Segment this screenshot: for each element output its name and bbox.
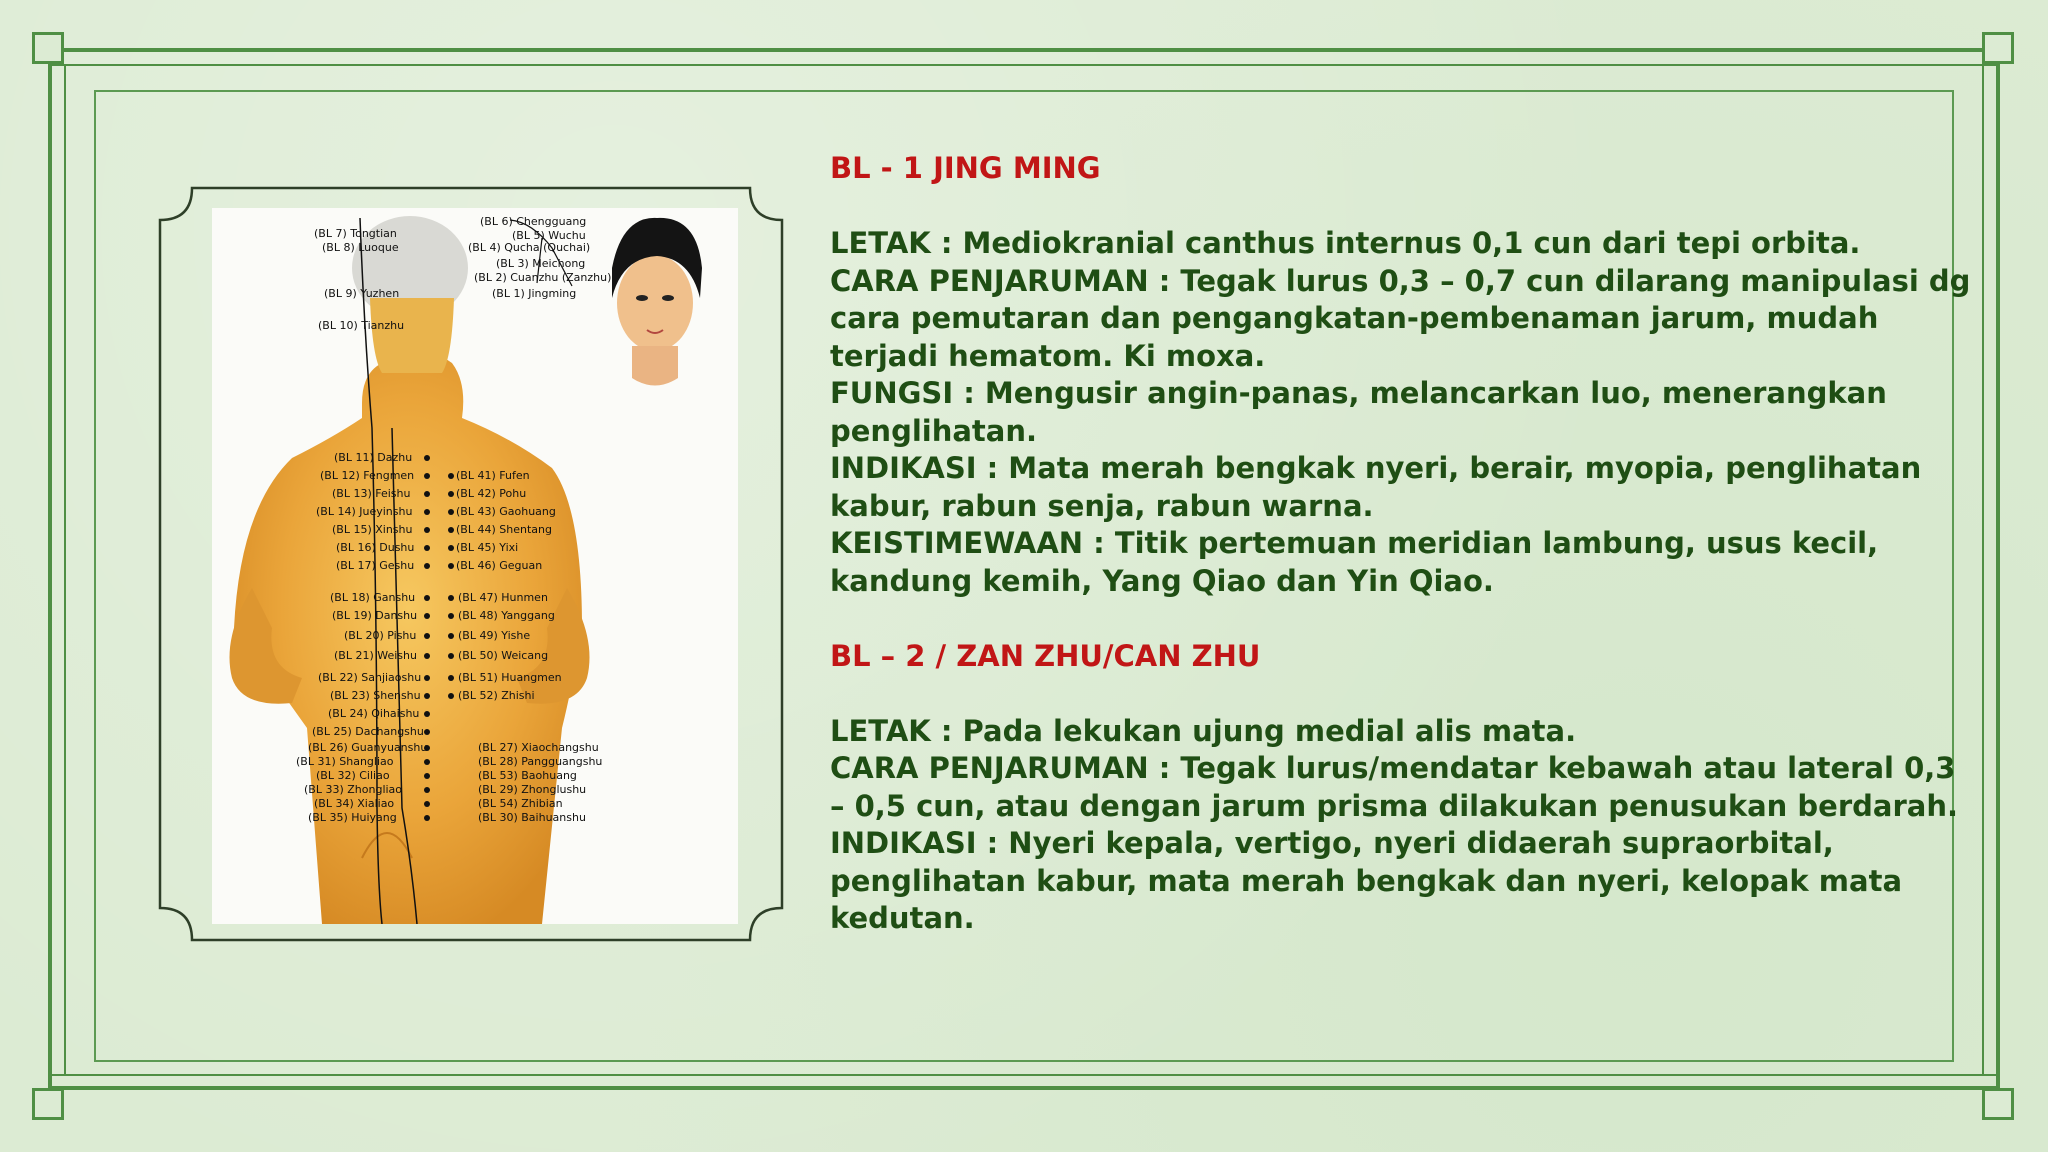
left-point-label: (BL 31) Shangliao: [296, 755, 394, 768]
bl1-cara-line-2: cara pemutaran dan pengangkatan-pembenaman jarum, mudah: [830, 301, 1879, 335]
frame-line-left-outer: [48, 48, 52, 1090]
left-point-label: (BL 20) Pishu: [344, 629, 417, 642]
acupoint-dot: [424, 455, 430, 461]
corner-square-top-right: [1982, 32, 2014, 64]
right-point-label: (BL 28) Pangguangshu: [478, 755, 603, 768]
right-point-label: (BL 42) Pohu: [456, 487, 527, 500]
acupoint-dot: [448, 613, 454, 619]
bl1-indikasi-line-2: kabur, rabun senja, rabun warna.: [830, 488, 1374, 523]
acupoint-dot: [424, 595, 430, 601]
acupoint-dot: [424, 527, 430, 533]
acupoint-dot: [424, 473, 430, 479]
head-point-label: (BL 4) Qucha (Quchai): [468, 241, 591, 254]
bl1-letak: LETAK : Mediokranial canthus internus 0,1 cun dari tepi orbita.: [830, 226, 1861, 260]
right-point-label: (BL 44) Shentang: [456, 523, 552, 536]
frame-line-right-inner: [1982, 64, 1984, 1076]
bl2-letak: LETAK : Pada lekukan ujung medial alis mata.: [830, 713, 1577, 748]
bl2-cara-line-1: CARA PENJARUMAN : Tegak lurus/mendatar kebawah atau lateral 0,3: [830, 751, 1956, 785]
frame-line-top-outer: [48, 48, 2000, 52]
right-point-label: (BL 48) Yanggang: [458, 609, 555, 622]
head-point-label: (BL 2) Cuanzhu (Zanzhu): [474, 271, 612, 284]
acupoint-dot: [448, 653, 454, 659]
bl1-heading: BL - 1 JING MING: [830, 151, 1101, 185]
left-point-label: (BL 16) Dushu: [336, 541, 415, 554]
acupoint-dot: [448, 633, 454, 639]
acupoint-dot: [448, 563, 454, 569]
acupoint-dot: [424, 693, 430, 699]
left-point-label: (BL 19) Danshu: [332, 609, 418, 622]
bl1-keistimewaan-line-1: KEISTIMEWAAN : Titik pertemuan meridian lambung, usus kecil,: [830, 526, 1879, 560]
head-point-label: (BL 3) Meichong: [496, 257, 586, 270]
left-point-label: (BL 14) Jueyinshu: [316, 505, 413, 518]
left-point-label: (BL 23) Shenshu: [330, 689, 421, 702]
left-point-label: (BL 21) Weishu: [334, 649, 417, 662]
right-point-label: (BL 41) Fufen: [456, 469, 530, 482]
left-point-label: (BL 26) Guanyuanshu: [308, 741, 428, 754]
left-point-label: (BL 25) Dachangshu: [312, 725, 424, 738]
bl2-cara-line-2: – 0,5 cun, atau dengan jarum prisma dilakukan penusukan berdarah.: [830, 788, 1959, 823]
left-point-label: (BL 11) Dazhu: [334, 451, 413, 464]
right-point-label: (BL 50) Weicang: [458, 649, 549, 662]
left-point-label: (BL 22) Sanjiaoshu: [318, 671, 422, 684]
left-point-label: (BL 24) Qihaishu: [328, 707, 420, 720]
head-point-label: (BL 8) Luoque: [322, 241, 399, 254]
acupoint-dot: [424, 773, 430, 779]
right-point-label: (BL 49) Yishe: [458, 629, 531, 642]
acupoint-dot: [448, 693, 454, 699]
acupoint-dot: [424, 759, 430, 765]
bl1-cara-line-1: CARA PENJARUMAN : Tegak lurus 0,3 – 0,7 cun dilarang manipulasi dg: [830, 263, 1971, 298]
acupoint-dot: [424, 711, 430, 717]
head-point-label: (BL 1) Jingming: [492, 287, 577, 300]
right-point-label: (BL 43) Gaohuang: [456, 505, 556, 518]
acupoint-dot: [424, 801, 430, 807]
right-point-label: (BL 29) Zhonglushu: [478, 783, 587, 796]
right-point-label: (BL 54) Zhibian: [478, 797, 563, 810]
left-point-label: (BL 15) Xinshu: [332, 523, 413, 536]
frame-line-bottom-inner: [48, 1074, 2000, 1076]
bl2-indikasi-line-3: kedutan.: [830, 901, 975, 935]
corner-square-bottom-right: [1982, 1088, 2014, 1120]
bl2-indikasi-line-2: penglihatan kabur, mata merah bengkak dan nyeri, kelopak mata: [830, 863, 1903, 898]
acupoint-dot: [448, 491, 454, 497]
head-point-label: (BL 9) Yuzhen: [324, 287, 400, 300]
bl1-fungsi-line-1: FUNGSI : Mengusir angin-panas, melancarkan luo, menerangkan: [830, 376, 1887, 410]
left-point-label: (BL 33) Zhongliao: [304, 783, 403, 796]
bl1-keistimewaan-line-2: kandung kemih, Yang Qiao dan Yin Qiao.: [830, 563, 1494, 598]
left-point-label: (BL 17) Geshu: [336, 559, 415, 572]
bladder-meridian-back-diagram: [212, 208, 738, 924]
acupoint-dot: [448, 595, 454, 601]
acupoint-dot: [424, 491, 430, 497]
bl1-fungsi-line-2: penglihatan.: [830, 413, 1038, 448]
head-point-label: (BL 5) Wuchu: [512, 229, 586, 242]
acupoint-dot: [424, 545, 430, 551]
left-point-label: (BL 12) Fengmen: [320, 469, 415, 482]
left-point-label: (BL 18) Ganshu: [330, 591, 416, 604]
right-point-label: (BL 47) Hunmen: [458, 591, 548, 604]
corner-square-bottom-left: [32, 1088, 64, 1120]
left-point-label: (BL 35) Huiyang: [308, 811, 397, 824]
right-point-label: (BL 30) Baihuanshu: [478, 811, 586, 824]
right-point-label: (BL 27) Xiaochangshu: [478, 741, 599, 754]
head-point-label: (BL 7) Tongtian: [314, 227, 397, 240]
frame-line-left-inner: [64, 64, 66, 1076]
acupoint-dot: [424, 675, 430, 681]
acupoint-dot: [424, 509, 430, 515]
right-point-label: (BL 45) Yixi: [456, 541, 519, 554]
right-point-label: (BL 51) Huangmen: [458, 671, 562, 684]
acupoint-dot: [424, 787, 430, 793]
acupoint-dot: [448, 545, 454, 551]
acupoint-dot: [448, 473, 454, 479]
figure-container: [158, 186, 784, 942]
left-point-label: (BL 13) Feishu: [332, 487, 411, 500]
frame-line-right-outer: [1996, 48, 2000, 1090]
right-point-label: (BL 52) Zhishi: [458, 689, 535, 702]
bl1-cara-line-3: terjadi hematom. Ki moxa.: [830, 338, 1266, 373]
acupoint-dot: [424, 653, 430, 659]
acupoint-dot: [424, 729, 430, 735]
frame-line-bottom-outer: [48, 1086, 2000, 1090]
acupoint-dot: [424, 613, 430, 619]
corner-square-top-left: [32, 32, 64, 64]
acupoint-dot: [448, 675, 454, 681]
left-point-label: (BL 32) Ciliao: [316, 769, 390, 782]
acupoint-dot: [424, 563, 430, 569]
right-point-label: (BL 46) Geguan: [456, 559, 543, 572]
right-point-label: (BL 53) Baohuang: [478, 769, 577, 782]
frame-line-top-inner: [48, 64, 2000, 66]
bl2-indikasi-line-1: INDIKASI : Nyeri kepala, vertigo, nyeri didaerah supraorbital,: [830, 826, 1834, 860]
left-point-label: (BL 34) Xialiao: [314, 797, 395, 810]
bl1-indikasi-line-1: INDIKASI : Mata merah bengkak nyeri, berair, myopia, penglihatan: [830, 451, 1922, 485]
head-point-label: (BL 10) Tianzhu: [318, 319, 405, 332]
text-panel: [830, 150, 1971, 938]
bl2-heading: BL – 2 / ZAN ZHU/CAN ZHU: [830, 638, 1261, 673]
acupoint-dot: [448, 509, 454, 515]
acupoint-dot: [424, 633, 430, 639]
head-point-label: (BL 6) Chengguang: [480, 215, 587, 228]
acupoint-dot: [448, 527, 454, 533]
acupoint-dot: [424, 815, 430, 821]
